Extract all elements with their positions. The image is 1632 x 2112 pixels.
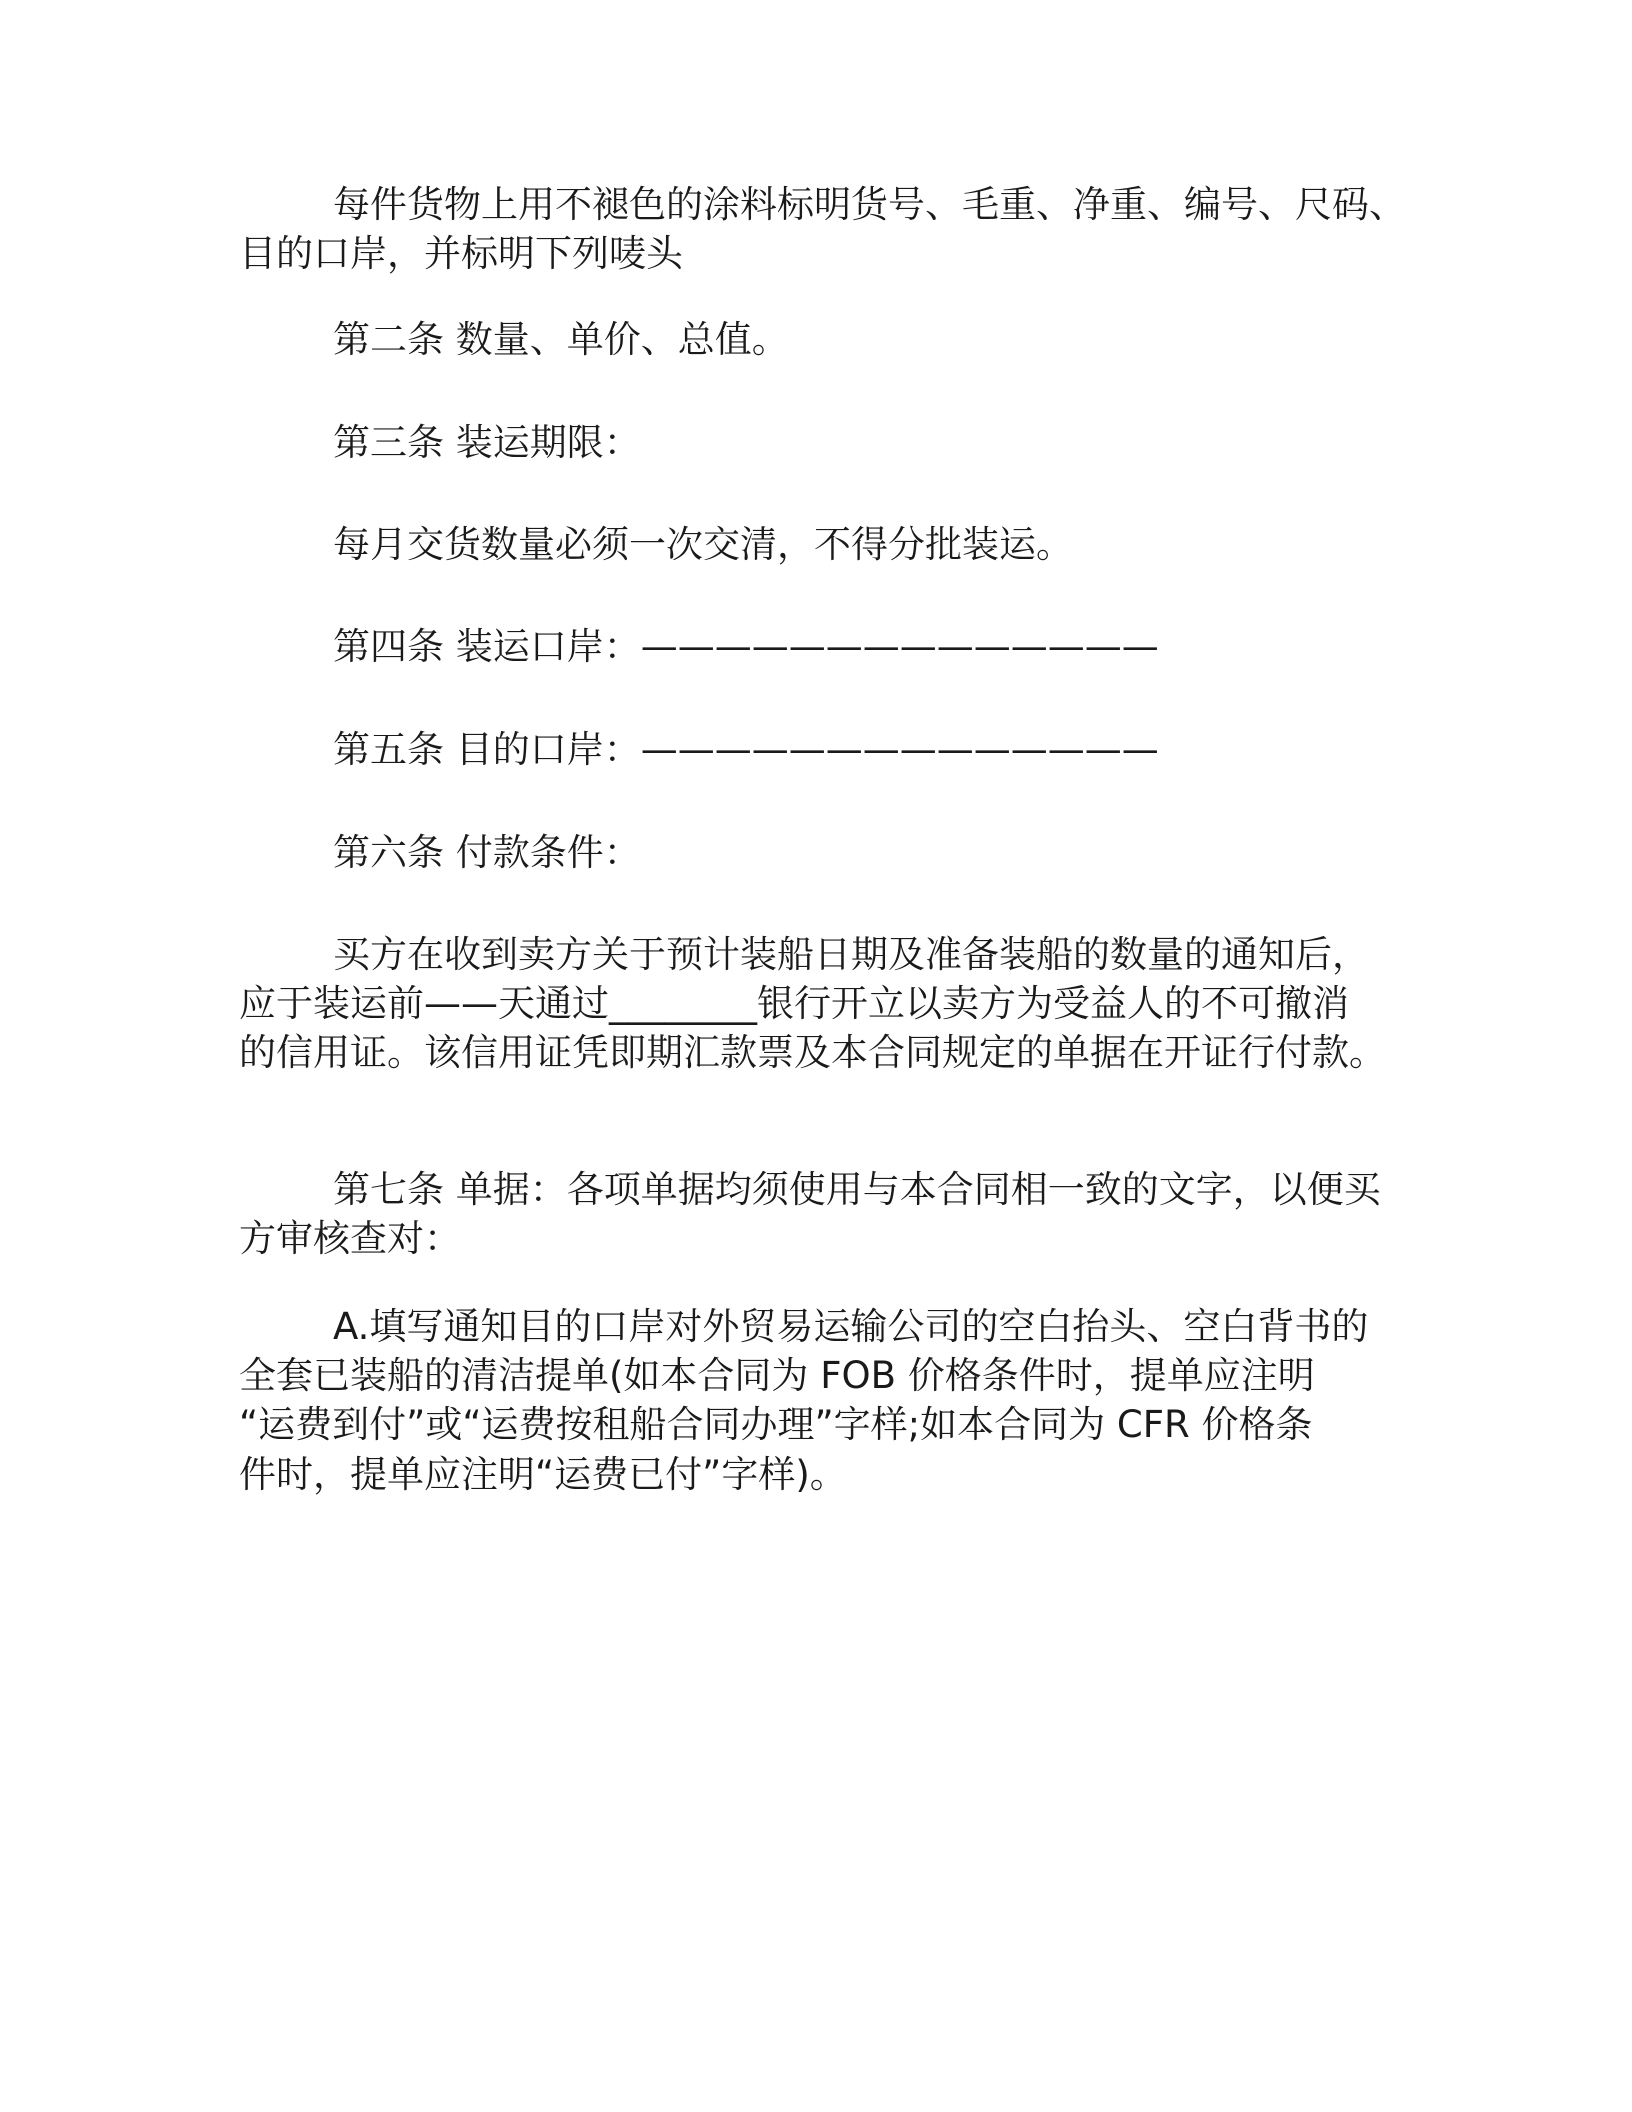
clause-6-body — [239, 930, 1386, 1078]
paragraph-line: 应于装运前——天通过________银行开立以卖方为受益人的不可撤消 — [239, 982, 1349, 1026]
paragraph-line: 的信用证。该信用证凭即期汇款票及本合同规定的单据在开证行付款。 — [239, 1031, 1386, 1075]
clause-5-heading — [239, 725, 1159, 774]
paragraph-marking — [239, 180, 1406, 278]
clause-6-heading — [239, 828, 641, 877]
paragraph-line: 方审核查对： — [239, 1217, 461, 1261]
clause-3-heading — [239, 418, 641, 467]
paragraph-line: A.填写通知目的口岸对外贸易运输公司的空白抬头、空白背书的 — [333, 1305, 1369, 1348]
paragraph-line: 第七条 单据：各项单据均须使用与本合同相一致的文字，以便买 — [333, 1168, 1381, 1211]
clause-7-heading — [239, 1165, 1381, 1263]
clause-3-body — [239, 520, 1073, 569]
clause-4-heading — [239, 622, 1159, 671]
paragraph-line: “运费到付”或“运费按租船合同办理”字样;如本合同为 CFR 价格条 — [239, 1403, 1313, 1447]
paragraph-line: 每月交货数量必须一次交清，不得分批装运。 — [333, 523, 1073, 566]
paragraph-line: 件时，提单应注明“运费已付”字样)。 — [239, 1452, 847, 1496]
paragraph-line: 第四条 装运口岸：—————————————— — [333, 625, 1159, 668]
paragraph-line: 第五条 目的口岸：—————————————— — [333, 728, 1159, 771]
clause-2-heading — [239, 315, 789, 364]
clause-7-item-a — [239, 1302, 1368, 1499]
paragraph-line: 第六条 付款条件： — [333, 831, 641, 874]
paragraph-line: 第二条 数量、单价、总值。 — [333, 318, 789, 361]
paragraph-line: 目的口岸，并标明下列唛头 — [239, 232, 683, 276]
paragraph-line: 每件货物上用不褪色的涂料标明货号、毛重、净重、编号、尺码、 — [333, 183, 1406, 226]
paragraph-line: 第三条 装运期限： — [333, 421, 641, 464]
paragraph-line: 买方在收到卖方关于预计装船日期及准备装船的数量的通知后， — [333, 933, 1369, 976]
paragraph-line: 全套已装船的清洁提单(如本合同为 FOB 价格条件时，提单应注明 — [239, 1354, 1315, 1398]
